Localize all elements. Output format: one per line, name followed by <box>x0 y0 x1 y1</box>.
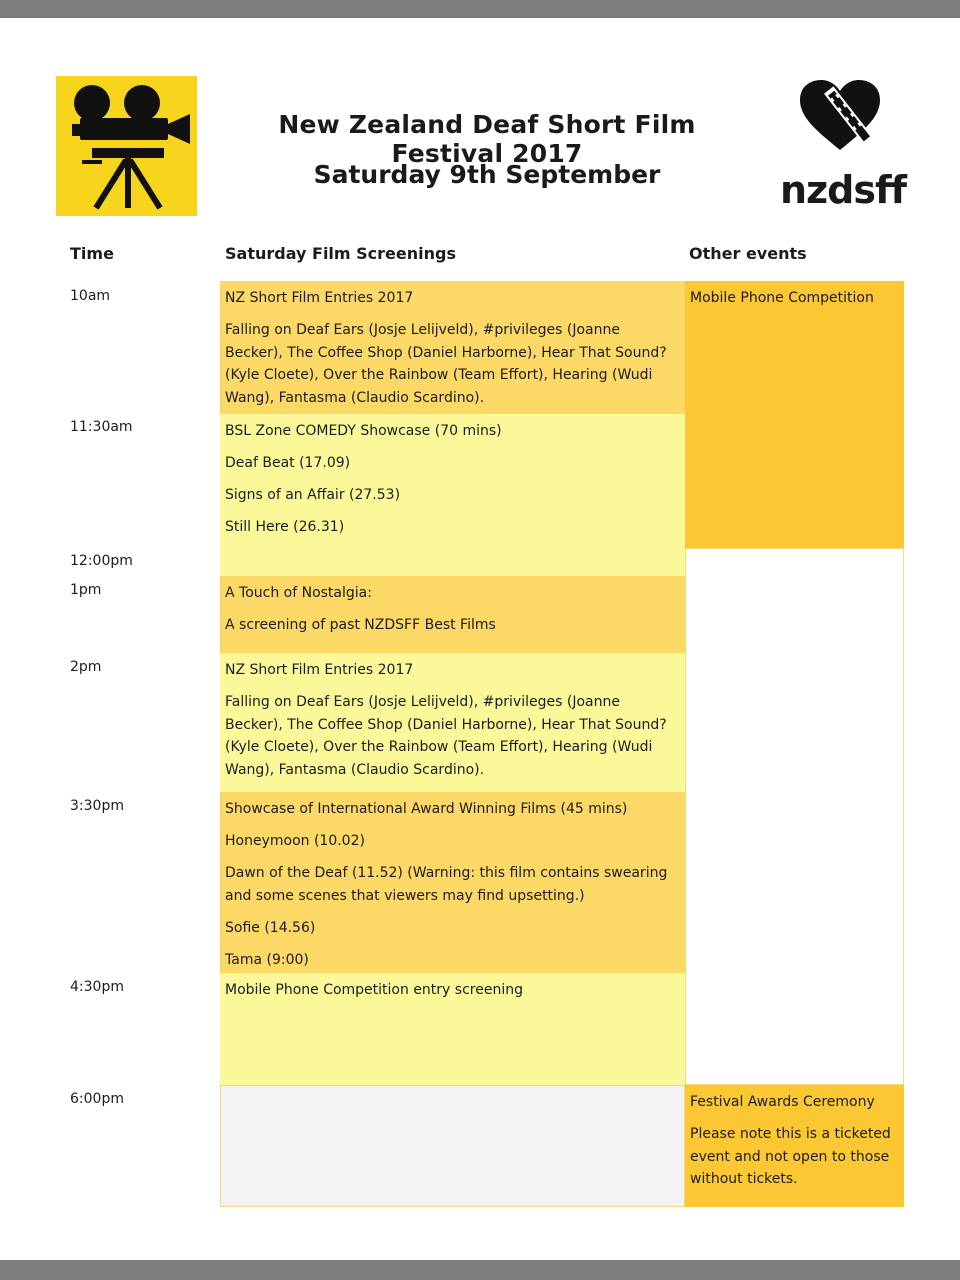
screening-line: Sofie (14.56) <box>225 919 316 936</box>
time-label: 1pm <box>70 582 102 598</box>
screening-line: Dawn of the Deaf (11.52) (Warning: this film contains swearing and some scenes that viewers may find upsetting.) <box>225 865 668 904</box>
time-label: 2pm <box>70 659 102 675</box>
screening-block <box>220 973 685 1085</box>
brand-wordmark: nzdsff <box>780 168 907 212</box>
screening-title: Showcase of International Award Winning Films (45 mins) <box>225 801 628 817</box>
event-block <box>685 281 904 548</box>
screening-block <box>220 653 685 792</box>
screening-line: Still Here (26.31) <box>225 519 345 535</box>
screening-title: A Touch of Nostalgia: <box>225 585 372 601</box>
time-label: 4:30pm <box>70 979 124 995</box>
top-frame-bar <box>0 0 960 18</box>
page-title: New Zealand Deaf Short Film Festival 2017 <box>278 110 696 168</box>
time-label: 10am <box>70 288 111 304</box>
screening-line: A screening of past NZDSFF Best Films <box>225 617 496 633</box>
time-label: 3:30pm <box>70 798 124 814</box>
column-header-screenings: Saturday Film Screenings <box>225 244 456 263</box>
screening-block <box>220 576 685 653</box>
event-line: Please note this is a ticketed event and not open to those without tickets. <box>690 1126 891 1187</box>
screening-line: Honeymoon (10.02) <box>225 833 365 849</box>
time-label: 6:00pm <box>70 1091 124 1107</box>
page-subtitle: Saturday 9th September <box>313 160 661 189</box>
column-header-other-events: Other events <box>689 244 807 263</box>
event-title: Festival Awards Ceremony <box>690 1094 875 1110</box>
empty-screening-block <box>220 1085 685 1207</box>
film-camera-icon <box>56 76 197 216</box>
screening-block <box>220 792 685 973</box>
screening-title: Mobile Phone Competition entry screening <box>225 982 523 998</box>
screening-block <box>220 414 685 576</box>
column-header-time: Time <box>70 244 114 263</box>
screening-block <box>220 281 685 414</box>
film-heart-icon <box>798 78 882 152</box>
film-camera-logo <box>56 76 197 216</box>
empty-event-block <box>685 548 904 1085</box>
screening-title: NZ Short Film Entries 2017 <box>225 662 414 678</box>
screening-line: Deaf Beat (17.09) <box>225 455 351 471</box>
event-block <box>685 1085 904 1207</box>
screening-title: BSL Zone COMEDY Showcase (70 mins) <box>225 423 502 439</box>
screening-line: Falling on Deaf Ears (Josje Lelijveld), #privileges (Joanne Becker), The Coffee Shop (Daniel Harborne), Hear That Sound? (Kyle Cloete), Over the Rainbow (Team Effort), Hearing (Wudi Wang), Fantasma (Claudio Scardino). <box>225 322 667 406</box>
time-label: 12:00pm <box>70 553 133 569</box>
event-title: Mobile Phone Competition <box>690 290 874 306</box>
screening-line: Tama (9:00) <box>225 951 309 968</box>
bottom-frame-bar <box>0 1260 960 1280</box>
screening-line: Falling on Deaf Ears (Josje Lelijveld), #privileges (Joanne Becker), The Coffee Shop (Daniel Harborne), Hear That Sound? (Kyle Cloete), Over the Rainbow (Team Effort), Hearing (Wudi Wang), Fantasma (Claudio Scardino). <box>225 694 667 778</box>
screening-line: Signs of an Affair (27.53) <box>225 487 401 503</box>
time-label: 11:30am <box>70 419 133 435</box>
screening-title: NZ Short Film Entries 2017 <box>225 290 414 306</box>
